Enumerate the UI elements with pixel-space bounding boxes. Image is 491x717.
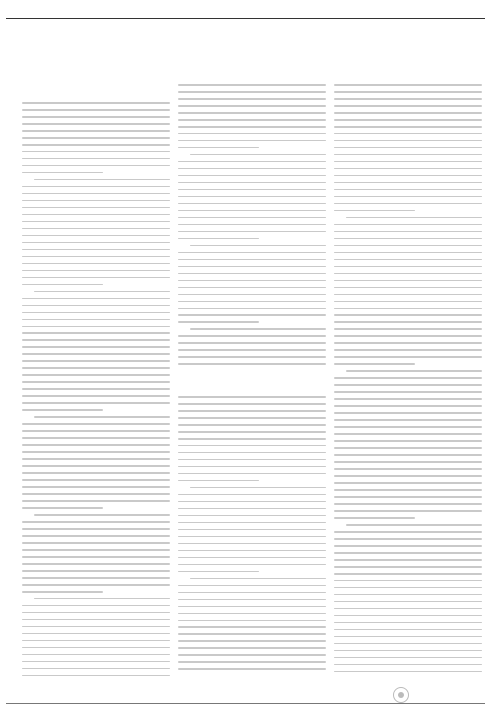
text-line [178, 349, 326, 351]
text-line [334, 629, 482, 631]
text-line [22, 549, 170, 551]
text-line [334, 468, 482, 470]
text-line [178, 620, 326, 622]
text-line [178, 606, 326, 608]
text-line [22, 661, 170, 663]
text-line [334, 412, 482, 414]
text-line [22, 507, 103, 509]
column-text-lines-lower [178, 396, 326, 675]
text-line [178, 515, 326, 517]
text-line [334, 356, 482, 358]
text-line [334, 280, 482, 282]
text-line [22, 437, 170, 439]
text-line [178, 147, 259, 149]
text-line [178, 335, 326, 337]
text-line [178, 203, 326, 205]
text-line [22, 465, 170, 467]
text-line [334, 287, 482, 289]
text-line [334, 650, 482, 652]
text-line [178, 668, 326, 670]
text-line [34, 179, 170, 181]
text-line [334, 545, 482, 547]
text-line [22, 626, 170, 628]
text-line [178, 452, 326, 454]
text-line [190, 245, 326, 247]
article-column-3 [334, 84, 482, 676]
text-line [334, 308, 482, 310]
text-line [178, 522, 326, 524]
text-line [178, 494, 326, 496]
text-line [22, 493, 170, 495]
text-line [334, 266, 482, 268]
text-line [178, 445, 326, 447]
text-line [334, 231, 482, 233]
text-line [178, 564, 326, 566]
text-line [178, 480, 259, 482]
text-line [334, 482, 482, 484]
text-line [334, 384, 482, 386]
text-line [334, 314, 482, 316]
text-line [22, 102, 170, 104]
text-line [22, 521, 170, 523]
text-line [22, 332, 170, 334]
text-line [334, 559, 482, 561]
text-line [22, 444, 170, 446]
text-line [178, 647, 326, 649]
text-line [22, 577, 170, 579]
text-line [178, 403, 326, 405]
column-text-lines [334, 84, 482, 676]
text-line [334, 161, 482, 163]
text-line [34, 416, 170, 418]
text-line [334, 517, 415, 519]
text-line [22, 479, 170, 481]
text-line [334, 210, 415, 212]
text-line [22, 144, 170, 146]
text-line [22, 228, 170, 230]
text-line [22, 353, 170, 355]
text-line [334, 98, 482, 100]
text-line [178, 196, 326, 198]
text-line [334, 182, 482, 184]
text-line [334, 671, 482, 673]
text-line [178, 592, 326, 594]
text-line [178, 321, 259, 323]
text-line [22, 186, 170, 188]
text-line [22, 402, 170, 404]
text-line [334, 189, 482, 191]
text-line [178, 126, 326, 128]
text-line [334, 273, 482, 275]
text-line [34, 291, 170, 293]
text-line [334, 433, 482, 435]
text-line [334, 126, 482, 128]
text-line [178, 654, 326, 656]
text-line [178, 356, 326, 358]
text-line [22, 563, 170, 565]
text-line [178, 175, 326, 177]
text-line [178, 119, 326, 121]
text-line [178, 161, 326, 163]
text-line [334, 224, 482, 226]
text-line [22, 256, 170, 258]
text-line [346, 524, 482, 526]
text-line [178, 599, 326, 601]
text-line [178, 501, 326, 503]
text-line [178, 473, 326, 475]
text-line [22, 486, 170, 488]
text-line [334, 245, 482, 247]
text-line [190, 578, 326, 580]
text-line [22, 270, 170, 272]
text-line [22, 339, 170, 341]
text-line [22, 647, 170, 649]
text-line [178, 105, 326, 107]
text-line [178, 301, 326, 303]
text-line [178, 91, 326, 93]
text-line [22, 151, 170, 153]
text-line [178, 571, 259, 573]
text-line [178, 280, 326, 282]
text-line [334, 510, 482, 512]
text-line [334, 259, 482, 261]
text-line [178, 543, 326, 545]
text-line [334, 636, 482, 638]
text-line [334, 496, 482, 498]
text-line [334, 203, 482, 205]
text-line [346, 370, 482, 372]
text-line [334, 426, 482, 428]
section-heading-1 [34, 84, 154, 96]
text-line [22, 207, 170, 209]
text-line [22, 158, 170, 160]
text-line [22, 109, 170, 111]
text-line [178, 431, 326, 433]
text-line [334, 622, 482, 624]
text-line [334, 252, 482, 254]
text-line [178, 98, 326, 100]
page-header [0, 0, 491, 18]
text-line [334, 154, 482, 156]
text-line [334, 335, 482, 337]
text-line [334, 594, 482, 596]
text-line [334, 419, 482, 421]
text-line [22, 535, 170, 537]
text-line [22, 423, 170, 425]
issue-date [340, 3, 440, 15]
text-line [22, 556, 170, 558]
text-line [334, 454, 482, 456]
text-line [334, 475, 482, 477]
text-line [178, 633, 326, 635]
text-line [334, 112, 482, 114]
section-heading-2 [190, 378, 310, 390]
text-line [178, 210, 326, 212]
text-line [178, 189, 326, 191]
text-line [334, 580, 482, 582]
text-line [22, 165, 170, 167]
text-line [22, 472, 170, 474]
text-line [334, 398, 482, 400]
text-line [34, 598, 170, 600]
text-line [334, 573, 482, 575]
text-line [334, 538, 482, 540]
text-line [178, 536, 326, 538]
text-line [22, 668, 170, 670]
text-line [178, 84, 326, 86]
text-line [22, 214, 170, 216]
logo-text [413, 688, 483, 702]
text-line [22, 528, 170, 530]
text-line [334, 140, 482, 142]
text-line [178, 182, 326, 184]
text-line [334, 552, 482, 554]
text-line [334, 238, 482, 240]
text-line [334, 349, 482, 351]
text-line [334, 91, 482, 93]
text-line [178, 308, 326, 310]
text-line [334, 447, 482, 449]
text-line [334, 133, 482, 135]
publication-meta [74, 3, 194, 15]
text-line [334, 615, 482, 617]
text-line [334, 657, 482, 659]
text-line [334, 342, 482, 344]
text-line [334, 84, 482, 86]
text-line [178, 363, 326, 365]
text-line [178, 557, 326, 559]
text-line [334, 175, 482, 177]
footer-divider [6, 703, 485, 704]
masthead-brand [205, 3, 287, 15]
text-line [178, 266, 326, 268]
header-divider [6, 18, 485, 19]
text-line [22, 346, 170, 348]
text-line [22, 137, 170, 139]
text-line [22, 221, 170, 223]
text-line [178, 112, 326, 114]
text-line [178, 273, 326, 275]
text-line [22, 584, 170, 586]
column-text-lines [178, 84, 326, 370]
text-line [334, 664, 482, 666]
text-line [334, 531, 482, 533]
text-line [178, 550, 326, 552]
text-line [22, 360, 170, 362]
text-line [22, 242, 170, 244]
text-line [22, 374, 170, 376]
text-line [22, 675, 170, 676]
text-line [22, 388, 170, 390]
text-line [178, 459, 326, 461]
text-line [178, 168, 326, 170]
text-line [22, 193, 170, 195]
text-line [22, 591, 103, 593]
text-line [178, 613, 326, 615]
text-line [190, 328, 326, 330]
text-line [22, 249, 170, 251]
text-line [22, 367, 170, 369]
text-line [334, 147, 482, 149]
logo-mark-icon [393, 687, 409, 703]
text-line [178, 396, 326, 398]
text-line [22, 605, 170, 607]
text-line [334, 405, 482, 407]
text-line [22, 633, 170, 635]
text-line [190, 487, 326, 489]
text-line [22, 172, 103, 174]
text-line [334, 196, 482, 198]
text-line [178, 238, 259, 240]
text-line [334, 608, 482, 610]
text-line [334, 105, 482, 107]
text-line [178, 217, 326, 219]
text-line [22, 640, 170, 642]
text-line [190, 154, 326, 156]
text-line [178, 417, 326, 419]
text-line [22, 542, 170, 544]
text-line [22, 116, 170, 118]
text-line [334, 566, 482, 568]
text-line [22, 570, 170, 572]
text-line [334, 294, 482, 296]
text-line [178, 424, 326, 426]
text-line [22, 235, 170, 237]
text-line [22, 312, 170, 314]
text-line [178, 342, 326, 344]
article-column-1 [22, 84, 170, 676]
publication-logo [393, 687, 483, 703]
text-line [178, 314, 326, 316]
text-line [22, 263, 170, 265]
text-line [22, 500, 170, 502]
text-line [22, 298, 170, 300]
footer-credit [6, 706, 156, 715]
text-line [334, 587, 482, 589]
text-line [22, 619, 170, 621]
text-line [22, 451, 170, 453]
text-line [334, 321, 482, 323]
text-line [178, 231, 326, 233]
text-line [22, 395, 170, 397]
text-line [22, 458, 170, 460]
text-line [22, 200, 170, 202]
text-line [22, 130, 170, 132]
text-line [178, 529, 326, 531]
text-line [178, 661, 326, 663]
text-line [22, 381, 170, 383]
text-line [22, 430, 170, 432]
section-title [6, 3, 70, 15]
text-line [334, 503, 482, 505]
text-line [178, 508, 326, 510]
text-line [346, 217, 482, 219]
text-line [178, 626, 326, 628]
text-line [334, 377, 482, 379]
text-line [178, 294, 326, 296]
text-line [334, 391, 482, 393]
text-line [22, 284, 103, 286]
column-text-lines [22, 102, 170, 676]
text-line [178, 438, 326, 440]
text-line [178, 224, 326, 226]
text-line [178, 259, 326, 261]
text-line [22, 326, 170, 328]
text-line [22, 654, 170, 656]
text-line [178, 410, 326, 412]
text-line [334, 363, 415, 365]
text-line [22, 123, 170, 125]
text-line [178, 585, 326, 587]
text-line [334, 168, 482, 170]
text-line [34, 514, 170, 516]
text-line [22, 277, 170, 279]
text-line [178, 287, 326, 289]
text-line [178, 640, 326, 642]
text-line [334, 643, 482, 645]
text-line [178, 252, 326, 254]
text-line [22, 305, 170, 307]
text-line [22, 409, 103, 411]
text-line [334, 328, 482, 330]
text-line [334, 601, 482, 603]
text-line [334, 461, 482, 463]
page-number [458, 2, 484, 16]
text-line [334, 301, 482, 303]
text-line [22, 612, 170, 614]
text-line [22, 319, 170, 321]
text-line [334, 119, 482, 121]
text-line [334, 440, 482, 442]
text-line [178, 140, 326, 142]
text-line [334, 489, 482, 491]
footer-contact [200, 706, 280, 715]
text-line [178, 133, 326, 135]
article-column-2 [178, 84, 326, 676]
text-line [178, 466, 326, 468]
